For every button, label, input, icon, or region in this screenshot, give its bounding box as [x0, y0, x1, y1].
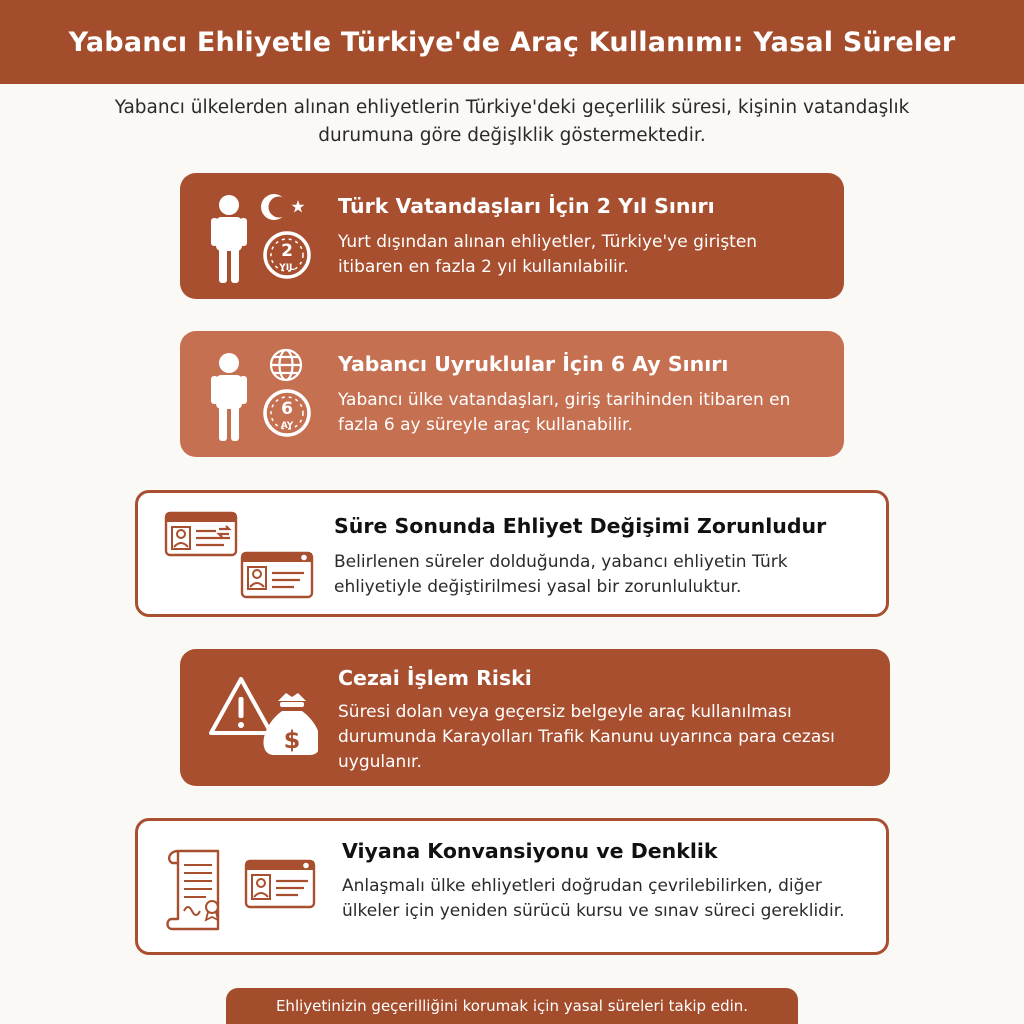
- card-title: Süre Sonunda Ehliyet Değişimi Zorunludur: [334, 514, 827, 538]
- card-vienna-convention: [135, 818, 889, 955]
- card-title: Cezai İşlem Riski: [338, 666, 532, 690]
- card-description: Yurt dışından alınan ehliyetler, Türkiye'ye girişten itibaren en fazla 2 yıl kullanılabilir.: [338, 232, 758, 277]
- license-exchange-icon: [164, 509, 314, 601]
- convention-document-icon: [162, 843, 322, 937]
- card-description: Belirlenen süreler dolduğunda, yabancı ehliyetin Türk ehliyetiyle değiştirilmesi yasal bir zorunluluktur.: [334, 552, 788, 597]
- header-banner: [0, 0, 1024, 84]
- badge-number: 6: [281, 399, 293, 419]
- footer-note: Ehliyetinizin geçerilliğini korumak için yasal süreleri takip edin.: [226, 988, 798, 1024]
- card-penalty-risk: [180, 649, 890, 786]
- card-license-exchange: [135, 490, 889, 617]
- card-turkish-citizens: [180, 173, 844, 299]
- intro-text: Yabancı ülkelerden alınan ehliyetlerin Türkiye'deki geçerlilik süresi, kişinin vatandaşlık durumuna göre değişlklik göstermektedir.: [114, 97, 910, 146]
- card-description: Anlaşmalı ülke ehliyetleri doğrudan çevrilebilirken, diğer ülkeler için yeniden sürücü kursu ve sınav süreci gereklidir.: [342, 876, 845, 921]
- card-description: Süresi dolan veya geçersiz belgeyle araç kullanılması durumunda Karayolları Trafik Kanunu uyarınca para cezası uygulanır.: [338, 702, 835, 772]
- card-title: Viyana Konvansiyonu ve Denklik: [342, 839, 718, 863]
- badge-unit: YIL: [279, 263, 295, 273]
- card-foreign-nationals: [180, 331, 844, 457]
- warning-fine-icon: [208, 675, 318, 763]
- foreign-national-6-month-icon: [202, 345, 322, 445]
- turkish-citizen-2-year-icon: [202, 187, 322, 287]
- svg-text:$: $: [283, 726, 301, 754]
- badge-unit: AY: [280, 421, 294, 431]
- card-title: Yabancı Uyruklular İçin 6 Ay Sınırı: [338, 352, 729, 376]
- card-title: Türk Vatandaşları İçin 2 Yıl Sınırı: [338, 194, 715, 218]
- page-title: Yabancı Ehliyetle Türkiye'de Araç Kullanımı: Yasal Süreler: [68, 26, 956, 58]
- card-description: Yabancı ülke vatandaşları, giriş tarihinden itibaren en fazla 6 ay süreyle araç kullanabilir.: [338, 390, 791, 435]
- badge-number: 2: [281, 241, 293, 261]
